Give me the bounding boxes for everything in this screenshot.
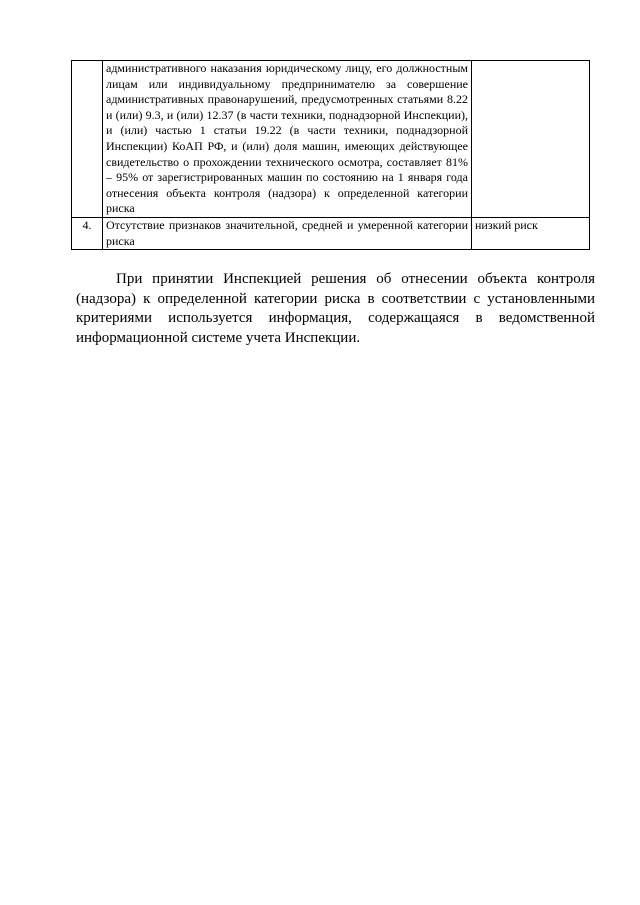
row-number-cell — [72, 61, 103, 218]
body-paragraph: При принятии Инспекцией решения об отнесении объекта контроля (надзора) к определенной категории риска в соответствии с установленными критериями используется информация, содержащаяся в ведомственной информационной системе учета Инспекции. — [76, 271, 595, 346]
risk-category-cell: низкий риск — [472, 217, 590, 249]
criterion-cell: административного наказания юридическому лицу, его должностным лицам или индивидуальному предпринимателю за совершение административных правонарушений, предусмотренных статьями 8.22 и (или) 9.3, и (или) 12.37 (в части техники, поднадзорной Инспекции), и (или) частью 1 статьи 19.22 (в части техники, поднадзорной Инспекции) КоАП РФ, и (или) доля машин, имеющих действующее свидетельство о прохождении технического осмотра, составляет 81% – 95% от зарегистрированных машин по состоянию на 1 января года отнесения объекта контроля (надзора) к определенной категории риска — [103, 61, 472, 218]
table-row — [72, 61, 590, 218]
risk-criteria-table — [71, 60, 590, 250]
table-row — [72, 217, 590, 249]
risk-category-cell — [472, 61, 590, 218]
criterion-cell: Отсутствие признаков значительной, средней и умеренной категории риска — [103, 217, 472, 249]
row-number-cell: 4. — [72, 217, 103, 249]
